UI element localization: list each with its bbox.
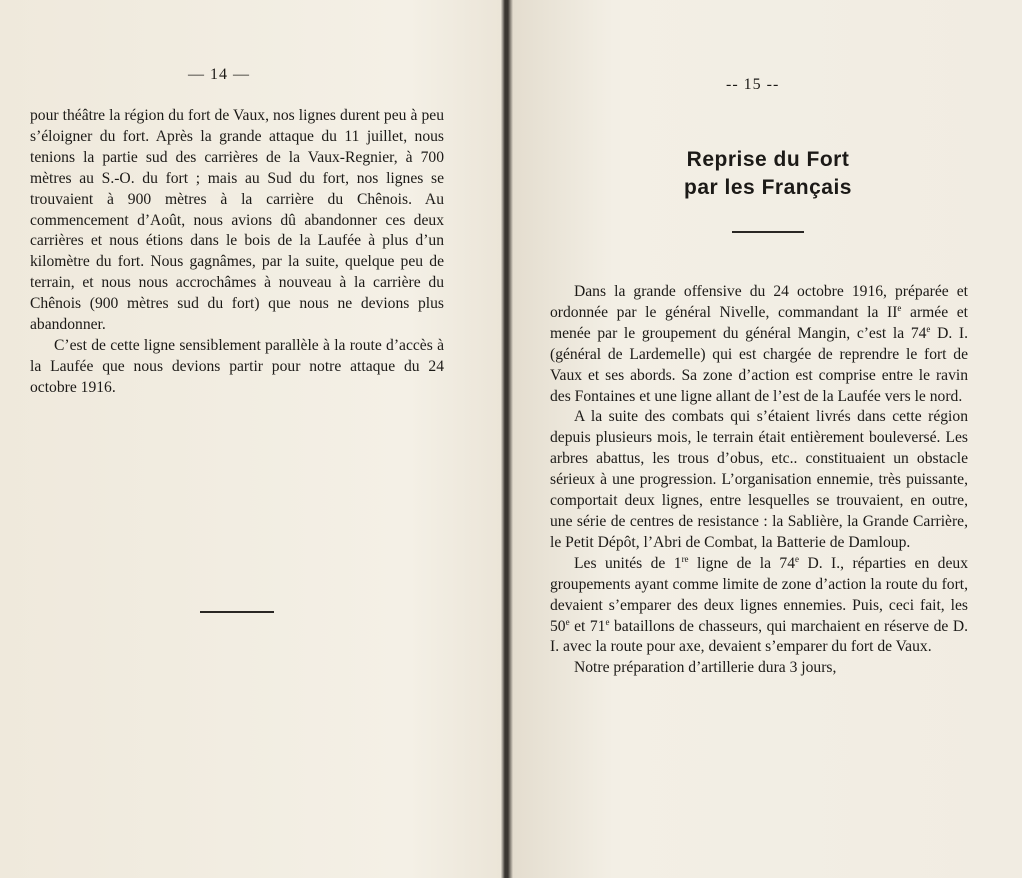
superscript: e — [795, 553, 800, 564]
text-run: D. I., réparties en deux groupements ayant comme limite de zone d’action la route du fort, devaient s’emparer des deux lignes ennemies. Puis, ceci fait, les 50 — [550, 554, 968, 635]
chapter-title-line: Reprise du Fort — [686, 148, 850, 171]
paragraph: Notre préparation d’artillerie dura 3 jours, — [574, 659, 837, 677]
page-number: -- 15 -- — [726, 76, 780, 93]
chapter-title-line: par les Français — [684, 176, 852, 199]
paragraph: pour théâtre la région du fort de Vaux, nos lignes durent peu à peu s’éloigner du fort. Après la grande attaque du 11 juillet, nous tenions la partie sud des carrières de la Vaux-Regnier, à 700 mètres au S.-O. du fort ; mais au Sud du fort, nos lignes se trouvaient à 900 mètres à la carrière du Chênois. Au commencement d’Août, nous avions dû abandonner ces deux carrières et nous étions dans le bois de la Laufée à plus d’un kilomètre du fort. Nous gagnâmes, par la suite, quelque peu de terrain, et nous nous accrochâmes à nouveau à la carrière du Chênois (900 mètres sud du fort) que nous ne devions plus abandonner. — [30, 107, 444, 334]
text-run: Les unités de 1 — [574, 554, 682, 572]
text-run: Dans la grande offensive du 24 octobre 1916, préparée et ordonnée par le général Nivelle, commandant la II — [550, 283, 968, 321]
superscript: e — [926, 323, 931, 334]
text-run: armée et menée par le groupement du général Mangin, c’est la 74 — [550, 303, 968, 342]
page-number: — 14 — — [188, 66, 250, 83]
right-page — [508, 0, 1022, 878]
section-divider — [200, 611, 274, 613]
chapter-title — [648, 146, 888, 202]
superscript: e — [605, 616, 610, 627]
left-page — [0, 0, 500, 878]
paragraph — [550, 554, 968, 659]
paragraph: C’est de cette ligne sensiblement parallèle à la route d’accès à la Laufée que nous devions partir pour notre attaque du 24 octobre 1916. — [30, 336, 444, 396]
text-run: ligne de la 74 — [688, 554, 796, 572]
superscript: e — [565, 616, 570, 627]
paragraph: A la suite des combats qui s’étaient livrés dans cette région depuis plusieurs mois, le terrain était entièrement bouleversé. Les arbres abattus, les trous d’obus, etc.. constituaient un obstacle sérieux à une progression. L’organisation ennemie, très puissante, comportait deux lignes, entre lesquelles se trouvaient, en outre, une série de centres de resistance : la Sablière, la Grande Carrière, le Petit Dépôt, l’Abri de Combat, la Batterie de Damloup. — [550, 408, 968, 551]
text-run: bataillons de chasseurs, qui marchaient en réserve de D. I. avec la route pour axe, devaient s’emparer du fort de Vaux. — [550, 617, 968, 656]
text-run: D. I. (général de Lardemelle) qui est chargée de reprendre le fort de Vaux et ses abords. Sa zone d’action est comprise entre le ravin des Fontaines et une ligne allant de l’est de la Laufée vers le nord. — [550, 324, 968, 405]
title-divider — [732, 231, 804, 233]
text-run: et 71 — [569, 617, 606, 635]
superscript: e — [897, 302, 902, 313]
paragraph — [550, 282, 968, 407]
body-text — [550, 282, 968, 679]
superscript: re — [681, 553, 689, 564]
body-text — [30, 106, 444, 399]
